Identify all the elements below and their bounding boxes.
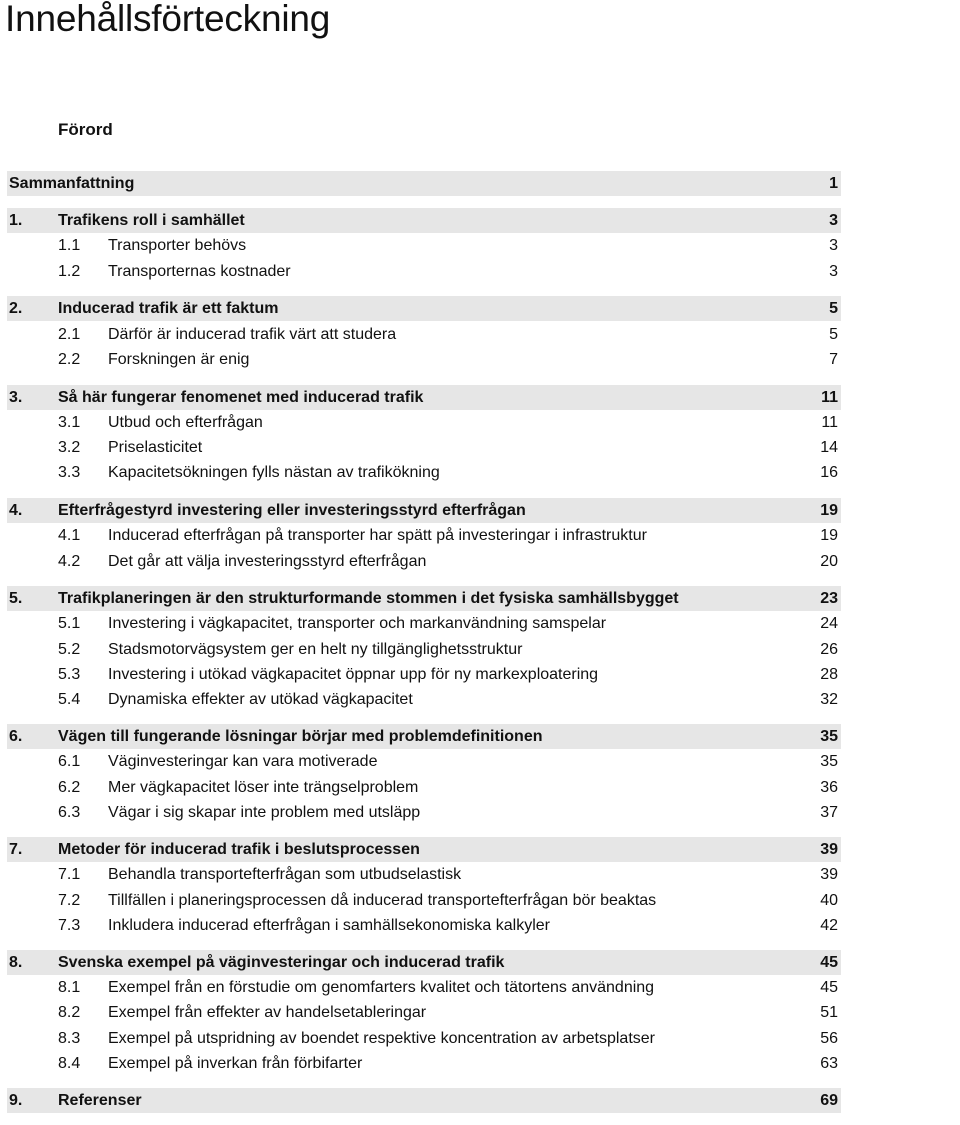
toc-page-number: 39 <box>820 841 838 858</box>
toc-number: 3.2 <box>58 439 81 456</box>
toc-number: 5.2 <box>58 641 81 658</box>
toc-subsection-row <box>7 637 841 662</box>
toc-page-number: 14 <box>820 439 838 456</box>
toc-number: 1.2 <box>58 263 81 280</box>
toc-title: Vägar i sig skapar inte problem med utsläpp <box>108 804 421 821</box>
toc-number: 8.1 <box>58 979 81 996</box>
toc-subsection-row <box>7 523 841 548</box>
foreword-heading: Förord <box>58 120 113 139</box>
toc-page-number: 35 <box>820 753 838 770</box>
toc-title: Transporter behövs <box>108 237 247 254</box>
toc-page-number: 3 <box>829 212 838 229</box>
toc-number: 7.1 <box>58 866 81 883</box>
toc-page-number: 69 <box>820 1092 838 1109</box>
toc-chapter-row <box>7 837 841 862</box>
toc-subsection-row <box>7 1026 841 1051</box>
toc-number: 6.3 <box>58 804 81 821</box>
toc-page-number: 26 <box>820 641 838 658</box>
toc-subsection-row <box>7 1000 841 1025</box>
toc-title: Kapacitetsökningen fylls nästan av trafikökning <box>108 464 440 481</box>
toc-title: Priselasticitet <box>108 439 203 456</box>
toc-page-number: 7 <box>829 351 838 368</box>
toc-number: 6.2 <box>58 779 81 796</box>
toc-subsection-row <box>7 460 841 485</box>
toc-title: Metoder för inducerad trafik i beslutsprocessen <box>58 841 420 858</box>
toc-title: Trafikens roll i samhället <box>58 212 245 229</box>
toc-number: 7.2 <box>58 892 81 909</box>
toc-page-number: 63 <box>820 1055 838 1072</box>
toc-number: 6.1 <box>58 753 81 770</box>
toc-number: 5. <box>9 590 23 607</box>
toc-number: 8.2 <box>58 1004 81 1021</box>
toc-title: Vägen till fungerande lösningar börjar med problemdefinitionen <box>58 728 543 745</box>
toc-number: 1.1 <box>58 237 81 254</box>
toc-subsection-row <box>7 259 841 284</box>
toc-chapter-row <box>7 171 841 196</box>
toc-title: Exempel från en förstudie om genomfarters kvalitet och tätortens användning <box>108 979 655 996</box>
toc-page-number: 19 <box>820 527 838 544</box>
toc-page-number: 11 <box>821 389 838 406</box>
toc-subsection-row <box>7 435 841 460</box>
toc-number: 3.1 <box>58 414 81 431</box>
toc-subsection-row <box>7 1051 841 1076</box>
toc-subsection-row <box>7 549 841 574</box>
toc-chapter-row <box>7 950 841 975</box>
toc-number: 8.3 <box>58 1030 81 1047</box>
toc-title: Efterfrågestyrd investering eller investeringsstyrd efterfrågan <box>58 502 526 519</box>
toc-number: 4.2 <box>58 553 81 570</box>
toc-page-number: 37 <box>820 804 838 821</box>
toc-number: 4. <box>9 502 23 519</box>
toc-number: 2.2 <box>58 351 81 368</box>
toc-page-number: 45 <box>820 979 838 996</box>
toc-page-number: 35 <box>820 728 838 745</box>
toc-page-number: 23 <box>820 590 838 607</box>
toc-title: Exempel på inverkan från förbifarter <box>108 1055 363 1072</box>
toc-page-number: 51 <box>820 1004 838 1021</box>
toc-number: 8. <box>9 954 23 971</box>
toc-title: Svenska exempel på väginvesteringar och inducerad trafik <box>58 954 505 971</box>
toc-subsection-row <box>7 862 841 887</box>
toc-page-number: 39 <box>820 866 838 883</box>
toc-subsection-row <box>7 913 841 938</box>
toc-page-number: 56 <box>820 1030 838 1047</box>
toc-page-number: 11 <box>821 414 838 431</box>
toc-subsection-row <box>7 410 841 435</box>
toc-number: 3.3 <box>58 464 81 481</box>
toc-subsection-row <box>7 687 841 712</box>
toc-page-number: 32 <box>820 691 838 708</box>
toc-title: Därför är inducerad trafik värt att studera <box>108 326 397 343</box>
toc-subsection-row <box>7 975 841 1000</box>
toc-title: Trafikplaneringen är den strukturformande stommen i det fysiska samhällsbygget <box>58 590 679 607</box>
toc-number: 3. <box>9 389 23 406</box>
toc-number: 1. <box>9 212 23 229</box>
toc-subsection-row <box>7 775 841 800</box>
toc-title: Transporternas kostnader <box>108 263 291 280</box>
toc-title: Mer vägkapacitet löser inte trängselproblem <box>108 779 419 796</box>
toc-title: Inducerad efterfrågan på transporter har spätt på investeringar i infrastruktur <box>108 527 647 544</box>
toc-subsection-row <box>7 347 841 372</box>
toc-number: 7.3 <box>58 917 81 934</box>
toc-subsection-row <box>7 611 841 636</box>
toc-page-number: 40 <box>820 892 838 909</box>
toc-title: Referenser <box>58 1092 142 1109</box>
toc-subsection-row <box>7 233 841 258</box>
toc-title: Investering i vägkapacitet, transporter och markanvändning samspelar <box>108 615 607 632</box>
toc-page-number: 3 <box>829 237 838 254</box>
toc-page-number: 20 <box>820 553 838 570</box>
toc-page-number: 28 <box>820 666 838 683</box>
toc-chapter-row <box>7 1088 841 1113</box>
toc-subsection-row <box>7 800 841 825</box>
toc-chapter-row <box>7 498 841 523</box>
toc-number: 2. <box>9 300 23 317</box>
toc-number: 4.1 <box>58 527 81 544</box>
toc-page-number: 3 <box>829 263 838 280</box>
toc-number: 7. <box>9 841 23 858</box>
toc-number: 8.4 <box>58 1055 81 1072</box>
toc-page-number: 5 <box>829 326 838 343</box>
page-title: Innehållsförteckning <box>5 0 331 39</box>
toc-subsection-row <box>7 888 841 913</box>
toc-title: Utbud och efterfrågan <box>108 414 263 431</box>
toc-title: Stadsmotorvägsystem ger en helt ny tillgänglighetsstruktur <box>108 641 523 658</box>
toc-title: Det går att välja investeringsstyrd efterfrågan <box>108 553 427 570</box>
toc-number: 6. <box>9 728 23 745</box>
toc-title: Exempel från effekter av handelsetableringar <box>108 1004 427 1021</box>
toc-title: Investering i utökad vägkapacitet öppnar upp för ny markexploatering <box>108 666 599 683</box>
toc-title: Väginvesteringar kan vara motiverade <box>108 753 378 770</box>
toc-title: Behandla transportefterfrågan som utbudselastisk <box>108 866 462 883</box>
toc-chapter-row <box>7 586 841 611</box>
toc-page-number: 16 <box>820 464 838 481</box>
toc-page-number: 1 <box>829 175 838 192</box>
toc-page-number: 24 <box>820 615 838 632</box>
toc-page-number: 42 <box>820 917 838 934</box>
toc-title: Sammanfattning <box>9 175 135 192</box>
toc-subsection-row <box>7 749 841 774</box>
toc-number: 5.1 <box>58 615 81 632</box>
toc-title: Inkludera inducerad efterfrågan i samhällsekonomiska kalkyler <box>108 917 550 934</box>
toc-subsection-row <box>7 322 841 347</box>
toc-number: 5.4 <box>58 691 81 708</box>
toc-title: Forskningen är enig <box>108 351 250 368</box>
toc-chapter-row <box>7 385 841 410</box>
toc-page-number: 36 <box>820 779 838 796</box>
toc-title: Så här fungerar fenomenet med inducerad trafik <box>58 389 424 406</box>
toc-page-number: 19 <box>820 502 838 519</box>
toc-title: Tillfällen i planeringsprocessen då inducerad transportefterfrågan bör beaktas <box>108 892 657 909</box>
toc-number: 5.3 <box>58 666 81 683</box>
toc-title: Exempel på utspridning av boendet respektive koncentration av arbetsplatser <box>108 1030 655 1047</box>
toc-chapter-row <box>7 296 841 321</box>
toc-page-number: 45 <box>820 954 838 971</box>
toc-title: Inducerad trafik är ett faktum <box>58 300 279 317</box>
toc-chapter-row <box>7 724 841 749</box>
toc-subsection-row <box>7 662 841 687</box>
toc-title: Dynamiska effekter av utökad vägkapacitet <box>108 691 413 708</box>
toc-page-number: 5 <box>829 300 838 317</box>
toc-number: 2.1 <box>58 326 81 343</box>
toc-number: 9. <box>9 1092 23 1109</box>
toc-chapter-row <box>7 208 841 233</box>
